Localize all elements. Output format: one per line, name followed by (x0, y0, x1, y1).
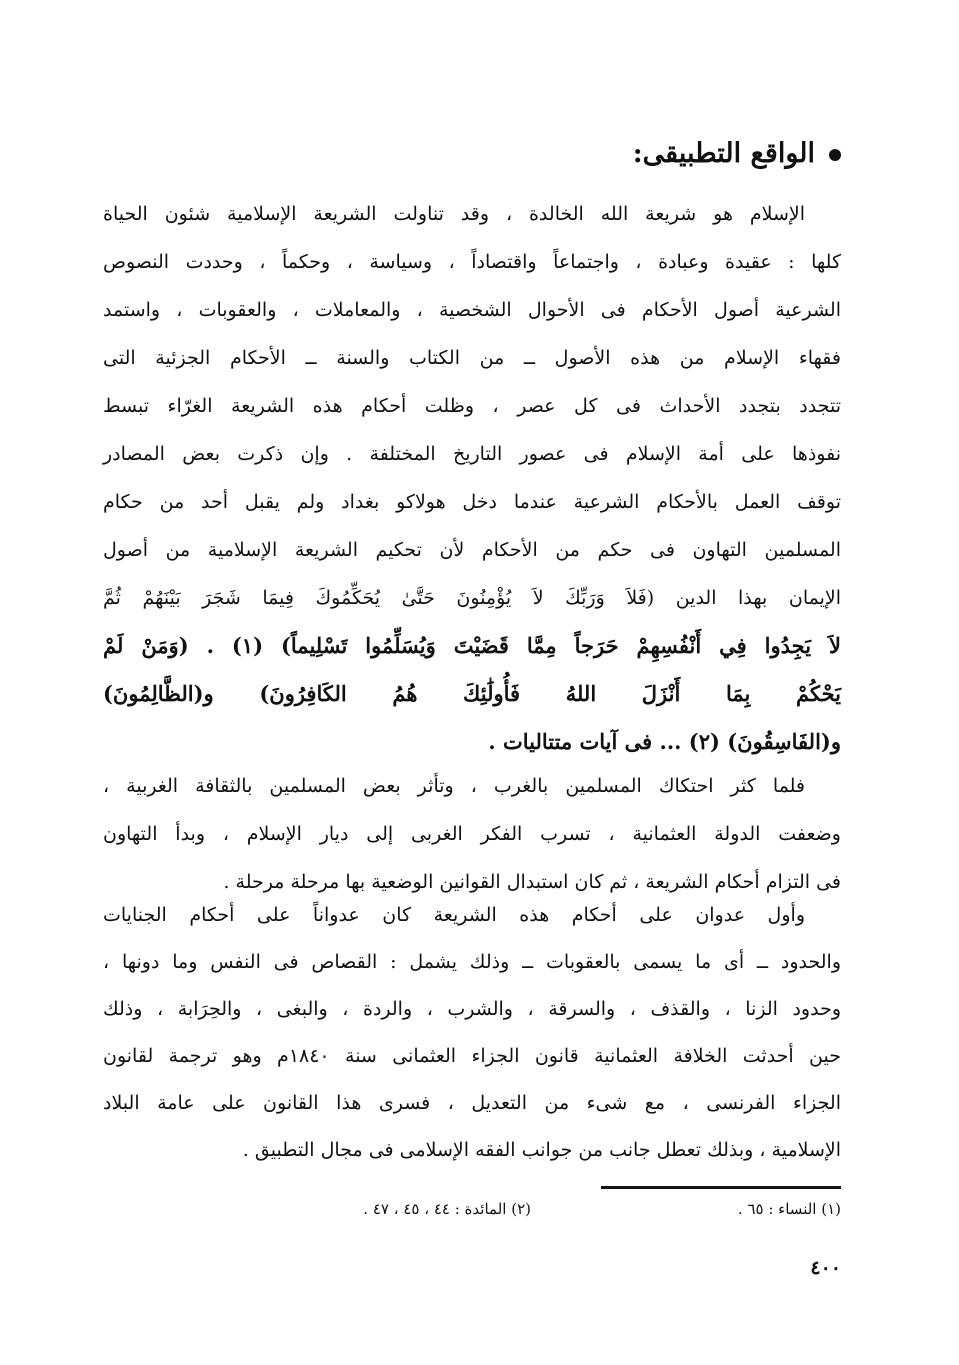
footnote-2: (٢) المائدة : ٤٤ ، ٤٥ ، ٤٧ . (363, 1200, 531, 1218)
paragraph-2 (103, 762, 841, 906)
text-line: تتجدد بتجدد الأحداث فى كل عصر ، وظلت أحكام هذه الشريعة الغرّاء تبسط (103, 395, 841, 417)
text-line: كلها : عقيدة وعبادة ، واجتماعاً واقتصاداً ، وسياسة ، وحكماً ، وحددت النصوص (103, 251, 841, 273)
section-heading-text: الواقع التطبيقى: (632, 138, 815, 169)
footnote-divider (601, 1186, 841, 1189)
text-line: فى التزام أحكام الشريعة ، ثم كان استبدال القوانين الوضعية بها مرحلة مرحلة . (223, 871, 841, 893)
section-heading (121, 134, 841, 174)
text-line: الإسلام هو شريعة الله الخالدة ، وقد تناولت الشريعة الإسلامية شئون الحياة (103, 203, 805, 225)
text-line: المسلمين التهاون فى حكم من الأحكام لأن تحكيم الشريعة الإسلامية من أصول (103, 539, 841, 561)
bullet-icon (829, 149, 841, 161)
page-number: ٤٠٠ (810, 1257, 841, 1279)
text-line: وأول عدوان على أحكام هذه الشريعة كان عدواناً على أحكام الجنايات (103, 904, 805, 926)
footnote-1: (١) النساء : ٦٥ . (737, 1200, 841, 1218)
text-line: الجزاء الفرنسى ، مع شىء من التعديل ، فسرى هذا القانون على عامة البلاد (103, 1092, 841, 1114)
quran-verse-line: لاَ يَجِدُوا فِي أَنْفُسِهِمْ حَرَجاً مِمَّا قَضَيْتَ وَيُسَلِّمُوا تَسْلِيماً) (١) . (وَمَنْ لَمْ (103, 633, 841, 658)
text-line: والحدود ــ أى ما يسمى بالعقوبات ــ وذلك يشمل : القصاص فى النفس وما دونها ، (103, 951, 841, 973)
text-line: وضعفت الدولة العثمانية ، تسرب الفكر الغربى إلى ديار الإسلام ، وبدأ التهاون (103, 823, 841, 845)
text-line: حين أحدثت الخلافة العثمانية قانون الجزاء العثمانى سنة ١٨٤٠م وهو ترجمة لقانون (103, 1045, 842, 1067)
text-line: فقهاء الإسلام من هذه الأصول ــ من الكتاب والسنة ــ الأحكام الجزئية التى (103, 347, 841, 369)
text-line: نفوذها على أمة الإسلام فى عصور التاريخ المختلفة . وإن ذكرت بعض المصادر (103, 443, 841, 465)
paragraph-3 (103, 892, 841, 1174)
paragraph-1 (103, 190, 841, 766)
quran-verse-line: يَحْكُمْ بِمَا أَنْزَلَ اللهُ فَأُولَٰئِكَ هُمُ الكَافِرُونَ) و(الظَّالِمُونَ) (103, 681, 841, 706)
text-line: الإسلامية ، وبذلك تعطل جانب من جوانب الفقه الإسلامى فى مجال التطبيق . (242, 1139, 841, 1161)
text-line: الشرعية أصول الأحكام فى الأحوال الشخصية ، والمعاملات ، والعقوبات ، واستمد (103, 299, 841, 321)
text-line: الإيمان بهذا الدين (فَلاَ وَرَبِّكَ لاَ يُؤْمِنُونَ حَتَّىٰ يُحَكِّمُوكَ فِيمَا شَجَرَ بَيْنَهُمْ ثُمَّ (103, 587, 841, 609)
quran-verse-line: و(الفَاسِقُونَ) (٢) ... فى آيات متتاليات . (488, 729, 841, 754)
text-line: توقف العمل بالأحكام الشرعية عندما دخل هولاكو بغداد ولم يقبل أحد من حكام (103, 491, 841, 513)
text-line: وحدود الزنا ، والقذف ، والسرقة ، والشرب ، والردة ، والبغى ، والحِرَابة ، وذلك (103, 998, 841, 1020)
text-line: فلما كثر احتكاك المسلمين بالغرب ، وتأثر بعض المسلمين بالثقافة الغربية ، (103, 775, 805, 797)
